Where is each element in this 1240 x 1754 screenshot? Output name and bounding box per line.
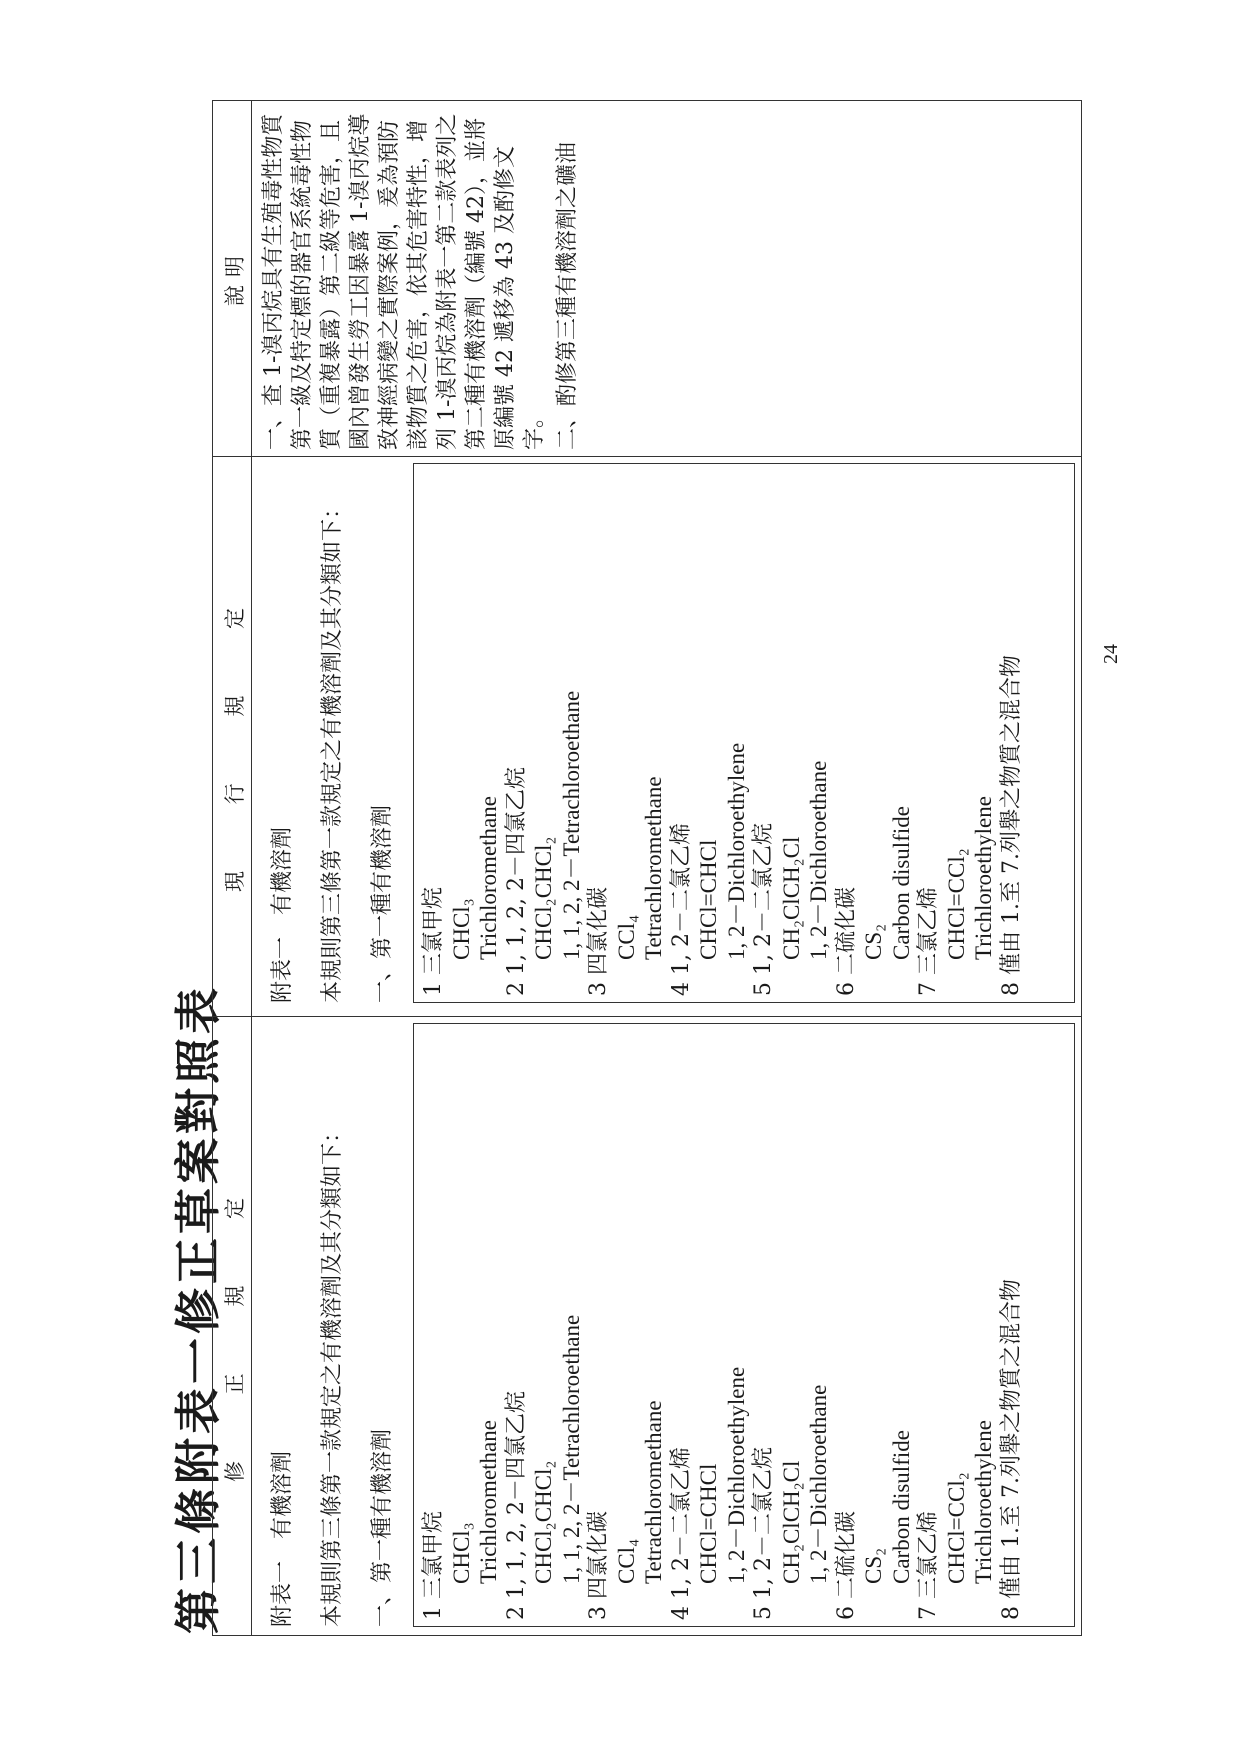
chemical-formula: CHCl=CHCl (696, 1463, 721, 1584)
chemical-formula: CHCl=CCl₂ (943, 1472, 969, 1584)
chemical-formula: CHCl=CHCl (696, 839, 721, 960)
comparison-table (212, 100, 1082, 1636)
header-amended: 修 正 規 定 (223, 1167, 247, 1483)
chemical-formula: CHCl₂CHCl₂ (531, 1460, 556, 1584)
list-item: 2 1, 1, 2, 2－四氯乙烷 (503, 767, 529, 996)
chemical-name: 1, 2－Dichloroethylene (723, 1366, 749, 1584)
chemical-formula: CCl₄ (613, 1538, 639, 1584)
list-item: 8 僅由 1.至 7.列舉之物質之混合物 (998, 1279, 1024, 1620)
chemical-name: Trichloromethane (476, 1420, 501, 1584)
column-divider-2 (213, 456, 1081, 457)
chemical-name: 1, 2－Dichloroethane (806, 760, 831, 960)
chemical-name: Trichloromethane (476, 796, 501, 960)
header-divider (251, 101, 252, 1635)
chemical-name: Carbon disulfide (888, 1430, 914, 1584)
current-appendix-title: 附表一 有機溶劑 (270, 826, 295, 1003)
list-item: 5 1, 2－二氯乙烷 (751, 1447, 776, 1620)
list-item: 5 1, 2－二氯乙烷 (751, 823, 776, 996)
chemical-formula: CCl₄ (613, 914, 639, 960)
list-item: 2 1, 1, 2, 2－四氯乙烷 (503, 1391, 529, 1620)
list-item: 3 四氯化碳 (586, 1511, 611, 1620)
explanation-note-1: 一、查 1-溴丙烷具有生殖毒性物質第一級及特定標的器官系統毒性物質（重複暴露）第二級等危害，且國內曾發生勞工因暴露 1-溴丙烷導致神經病變之實際案例，爰為預防該物質之危害，依其危害特性，增列 1-溴丙烷為附表一第二款表列之第二種有機溶劑（編號 42），並將原編號 42 遞移為 43 及酌修文字。 (261, 113, 547, 450)
column-divider-1 (213, 1016, 1081, 1017)
header-current: 現 行 規 定 (223, 577, 247, 893)
explanation-column (259, 110, 586, 450)
chemical-name: Trichloroethylene (971, 796, 996, 960)
chemical-formula: CS₂ (861, 923, 886, 960)
list-item: 6 二硫化碳 (833, 1511, 859, 1620)
page-number: 24 (1100, 644, 1122, 664)
list-item: 8 僅由 1.至 7.列舉之物質之混合物 (998, 655, 1024, 996)
chemical-name: Tetrachloromethane (641, 776, 666, 960)
chemical-name: 1, 1, 2, 2－Tetrachloroethane (558, 1314, 584, 1584)
chemical-formula: CS₂ (861, 1547, 886, 1584)
chemical-formula: CHCl₃ (448, 898, 474, 960)
current-intro: 本規則第三條第一款規定之有機溶劑及其分類如下： (320, 496, 345, 1003)
chemical-name: 1, 2－Dichloroethylene (723, 742, 749, 960)
amended-section: 一、第一種有機溶劑 (370, 1428, 395, 1627)
list-item: 4 1, 2－二氯乙烯 (668, 823, 694, 996)
list-item: 7 三氯乙烯 (916, 1511, 941, 1620)
chemical-formula: CH₂ClCH₂Cl (778, 1460, 804, 1584)
list-item: 1 三氯甲烷 (421, 887, 446, 996)
chemical-formula: CH₂ClCH₂Cl (778, 836, 804, 960)
list-item: 3 四氯化碳 (586, 887, 611, 996)
amended-solvent-list (413, 1023, 1075, 1627)
current-section: 一、第一種有機溶劑 (370, 804, 395, 1003)
page-title: 第三條附表一修正草案對照表 (171, 984, 225, 1634)
chemical-name: Tetrachloromethane (641, 1400, 666, 1584)
amended-intro: 本規則第三條第一款規定之有機溶劑及其分類如下： (320, 1120, 345, 1627)
chemical-name: Trichloroethylene (971, 1420, 996, 1584)
chemical-formula: CHCl₃ (448, 1522, 474, 1584)
explanation-note-2: 二、酌修第三種有機溶劑之礦油 (555, 141, 580, 450)
chemical-name: 1, 2－Dichloroethane (806, 1384, 831, 1584)
list-item: 4 1, 2－二氯乙烯 (668, 1447, 694, 1620)
list-item: 7 三氯乙烯 (916, 887, 941, 996)
header-explanation: 說明 (223, 248, 247, 306)
chemical-name: 1, 1, 2, 2－Tetrachloroethane (558, 690, 584, 960)
amended-appendix-title: 附表一 有機溶劑 (270, 1450, 295, 1627)
chemical-name: Carbon disulfide (888, 806, 914, 960)
list-item: 1 三氯甲烷 (421, 1511, 446, 1620)
chemical-formula: CHCl=CCl₂ (943, 848, 969, 960)
chemical-formula: CHCl₂CHCl₂ (531, 836, 556, 960)
current-solvent-list (413, 463, 1075, 1003)
list-item: 6 二硫化碳 (833, 887, 859, 996)
